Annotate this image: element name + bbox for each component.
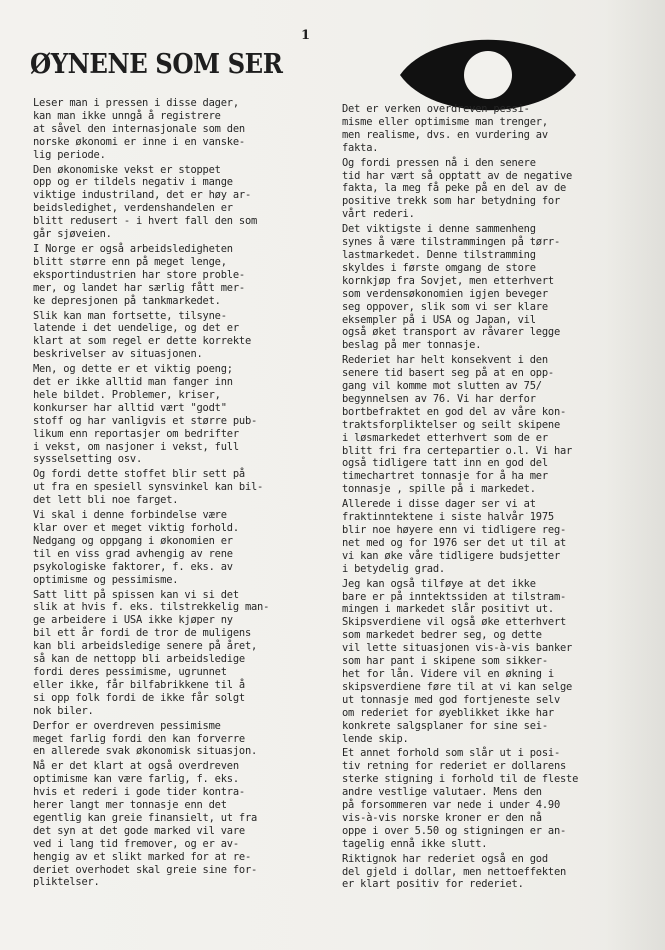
paragraph: Leser man i pressen i disse dager, kan man ikke unngå å registrere at såvel den internasjonale som den norske økonomi er inne i en vanske- lig periode. — [33, 97, 245, 161]
paragraph: Det viktigste i denne sammenheng synes å være tilstrammingen på tørr- lastmarkedet. Denne tilstramming skyldes i første omgang de store kornkjøp fra Sovjet, men etterhvert som verdensøkonomien igjen beveger seg oppover, slik som vi ser klare eksempler på i USA og Japan, vil også øket transport av råvarer legge beslag på mer tonnasje. — [342, 223, 561, 352]
article-title: ØYNENE SOM SER — [30, 49, 283, 80]
paragraph: Den økonomiske vekst er stoppet opp og er tildels negativ i mange viktige industriland, det er høy ar- beidsledighet, verdenshandelen er blitt redusert - i hvert fall den som går sjøveien. — [33, 163, 258, 241]
paragraph: Riktignok har rederiet også en god del gjeld i dollar, men nettoeffekten er klart positiv for rederiet. — [342, 852, 567, 891]
paragraph: Slik kan man fortsette, tilsyne- latende i det uendelige, og det er klart at som regel er dette korrekte beskrivelser av situasjonen. — [33, 309, 252, 361]
paragraph: Og fordi dette stoffet blir sett på ut fra en spesiell synsvinkel kan bil- det lett bli noe farget. — [33, 468, 264, 507]
paragraph: Nå er det klart at også overdreven optimisme kan være farlig, f. eks. hvis et rederi i gode tider kontra- herer langt mer tonnasje enn det egentlig kan greie finansielt, ut fra det syn at det gode marked vil vare ved i lang tid fremover, og er av- hengig av et slikt marked for at re- deriet overhodet skal greie sine for- pliktelser. — [33, 760, 258, 889]
paragraph: I Norge er også arbeidsledigheten blitt større enn på meget lenge, eksportindustrien har store proble- mer, og landet har særlig fått mer- ke depresjonen på tankmarkedet. — [33, 242, 245, 307]
paragraph: Et annet forhold som slår ut i posi- tiv retning for rederiet er dollarens sterke stigning i forhold til de fleste andre vestlige valutaer. Mens den på forsommeren var nede i under 4.90 vis-à-vis norske kroner er den nå oppe i over 5.50 og stigningen er an- tagelig ennå ikke slutt. — [342, 747, 579, 850]
paragraph: Allerede i disse dager ser vi at fraktinntektene i siste halvår 1975 blir noe høyere enn vi tidligere reg- net med og for 1976 ser det ut til at vi kan øke våre tidligere budsjetter i betydelig grad. — [342, 498, 567, 575]
left-column — [33, 97, 318, 891]
right-column — [342, 103, 627, 893]
paragraph: Og fordi pressen nå i den senere tid har vært så opptatt av de negative fakta, la meg få peke på en del av de positive trekk som har betydning for vårt rederi. — [342, 156, 573, 221]
paragraph: Jeg kan også tilføye at det ikke bare er på inntektssiden at tilstram- mingen i markedet slår positivt ut. Skipsverdiene vil også øke etterhvert som markedet bedrer seg, og dette vil lette situasjonen vis-à-vis banker som har pant i skipene som sikker- het for lån. Videre vil en økning i skipsverdiene føre til at vi kan selge ut tonnasje med god fortjeneste selv om rederiet for øyeblikket ikke har konkrete salgsplaner for sine sei- lende skip. — [342, 577, 573, 745]
paragraph: Men, og dette er et viktig poeng; det er ikke alltid man fanger inn hele bildet. Problemer, kriser, konkurser har alltid vært "godt" stoff og har vanligvis et større pub- likum enn reportasjer om bedrifter i vekst, om nasjoner i vekst, full sysselsetting osv. — [33, 363, 258, 466]
paragraph: Derfor er overdreven pessimisme meget farlig fordi den kan forverre en allerede svak økonomisk situasjon. — [33, 719, 258, 758]
paragraph: Vi skal i denne forbindelse være klar over et meget viktig forhold. Nedgang og oppgang i økonomien er til en viss grad avhengig av rene psykologiske faktorer, f. eks. av optimisme og pessimisme. — [33, 509, 239, 586]
page-number: 1 — [301, 28, 311, 43]
paragraph: Det er verken overdreven pessi- misme eller optimisme man trenger, men realisme, dvs. en vurdering av fakta. — [342, 103, 548, 154]
paragraph: Rederiet har helt konsekvent i den senere tid basert seg på at en opp- gang vil komme mot slutten av 75/ begynnelsen av 76. Vi har derfor bortbefraktet en god del av våre kon- traktsforpliktelser og seilt skipene i løsmarkedet etterhvert som de er blitt fri fra certepartier o.l. Vi har også tidligere tatt inn en god del timechartret tonnasje for å ha mer tonnasje , spille på i markedet. — [342, 354, 573, 496]
paragraph: Satt litt på spissen kan vi si det slik at hvis f. eks. tilstrekkelig man- ge arbeidere i USA ikke kjøper ny bil ett år fordi de tror de muligens kan bli arbeidsledige senere på året, så kan de nettopp bli arbeidsledige fordi deres pessimisme, ugrunnet eller ikke, får bilfabrikkene til å si opp folk fordi de ikke får solgt nok biler. — [33, 588, 270, 717]
